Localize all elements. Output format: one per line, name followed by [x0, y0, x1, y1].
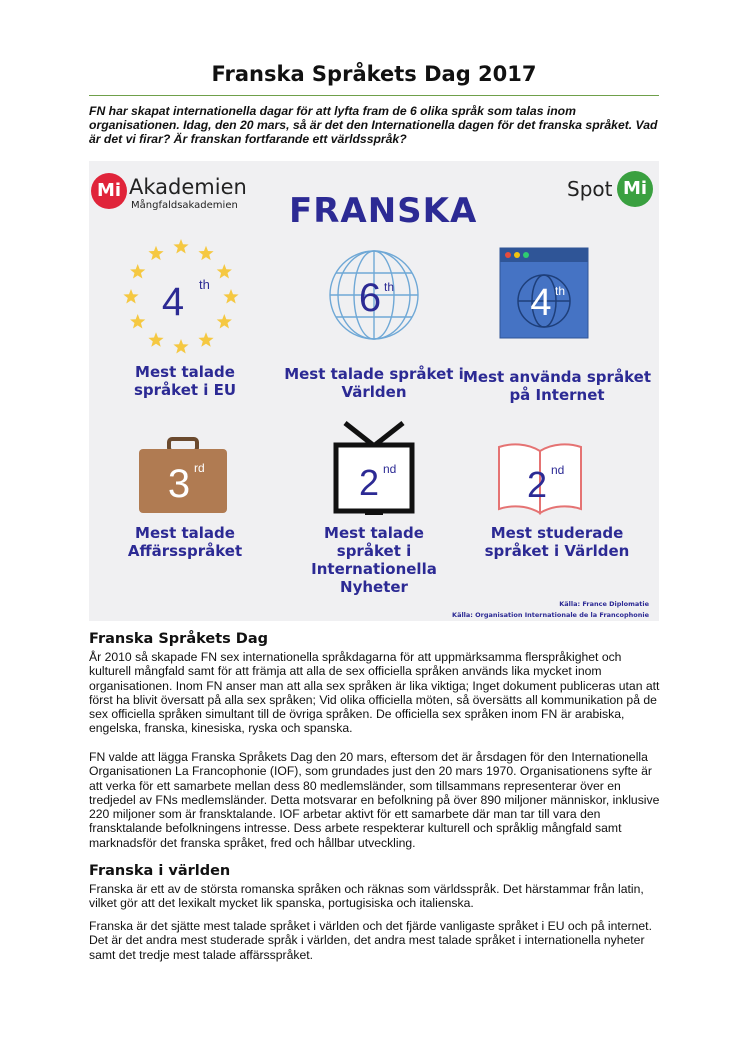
eu-star-icon [173, 339, 188, 353]
label-line: Internationella [311, 560, 437, 578]
rank-suffix: th [555, 284, 566, 298]
spotmi-logo-circle: Mi [617, 171, 653, 207]
eu-star-icon [198, 332, 213, 346]
mi-akademien-logo-name: Akademien [129, 175, 247, 199]
eu-star-icon [173, 239, 188, 253]
label-line: Mest studerade [490, 524, 624, 542]
label-line: Mest använda språket [463, 368, 651, 386]
spotmi-logo-name: Spot [567, 177, 613, 201]
browser-globe-icon [499, 247, 589, 339]
rank-number: 4 [161, 280, 185, 324]
book-icon [495, 439, 585, 517]
section-heading-franska-sprakets-dag: Franska Språkets Dag [89, 631, 268, 647]
mi-akademien-logo-subtitle: Mångfaldsakademien [131, 200, 238, 211]
label-line: språket i Världen [484, 542, 630, 560]
eu-star-icon [130, 264, 145, 278]
eu-star-icon [217, 314, 232, 328]
label-line: Nyheter [340, 578, 408, 596]
section-paragraph: FN valde att lägga Franska Språkets Dag den 20 mars, eftersom det är årsdagen för den Internationella Organisationen La Francophonie (IOF), som grundades just den 20 mars 1970. Organisationens syfte är att verka för ett samarbete mellan dess 80 medlemsländer, som tillsammans representerar över en tredjedel av FNs medlemsländer. Detta motsvarar en befolkning på över 890 miljoner människor, inklusive 220 miljoner som är fransktalande. IOF arbetar aktivt för ett samarbete där man tar till vara den fransktalande befolkningens intresse. Dess arbete respekterar kulturell och språklig mångfald samt marknadsför det franska språket, fred och hållbar utveckling. [89, 750, 660, 850]
rank-suffix: nd [383, 462, 397, 476]
briefcase-icon [137, 437, 229, 515]
label-line: Mest talade [324, 524, 424, 542]
infographic [89, 161, 659, 621]
intro-text: FN har skapat internationella dagar för att lyfta fram de 6 olika språk som talas inom organisationen. Idag, den 20 mars, så är det den Internationella dagen för det franska språket. Vad är det vi firar? Är franskan fortfarande ett världsspråk? [89, 104, 658, 146]
title-divider [89, 95, 659, 96]
stat-label-eu [95, 363, 275, 399]
mi-akademien-logo-circle: Mi [91, 173, 127, 209]
label-line: Mest talade [135, 524, 235, 542]
stat-label-news [284, 524, 464, 596]
rank-suffix: nd [551, 463, 565, 477]
eu-stars-icon [121, 239, 245, 357]
rank-number: 3 [167, 462, 191, 506]
infographic-heading: FRANSKA [289, 191, 478, 231]
eu-star-icon [223, 289, 238, 303]
eu-star-icon [148, 246, 163, 260]
page-title: Franska Språkets Dag 2017 [211, 62, 537, 86]
label-line: Världen [341, 383, 407, 401]
label-line: Affärsspråket [127, 542, 243, 560]
rank-number: 2 [358, 462, 380, 503]
rank-number: 4 [530, 282, 552, 324]
stat-label-business [95, 524, 275, 560]
eu-star-icon [123, 289, 138, 303]
label-line: språket i EU [133, 381, 237, 399]
section-heading-franska-i-varlden: Franska i världen [89, 863, 231, 879]
source-credit-1: Källa: France Diplomatie [559, 600, 649, 608]
eu-star-icon [217, 264, 232, 278]
eu-star-icon [148, 332, 163, 346]
rank-suffix: th [199, 277, 210, 292]
stat-label-world [274, 365, 474, 401]
section-paragraph: År 2010 så skapade FN sex internationella språkdagarna för att uppmärksamma flerspråkighet och kulturell mångfald samt för att främja att alla de sex officiella språken används lika mycket inom organisationen. Inom FN anser man att alla sex språken är lika viktiga; Inget dokument publiceras utan att först ha blivit översatt på alla sex språken; Vid olika officiella möten, så översätts all kommunikation på de sex officiella språken simultant till de övriga språken. De officiella sex språken inom FN är arabiska, engelska, franska, kinesiska, ryska och spanska. [89, 650, 660, 736]
label-line: Mest talade språket i [284, 365, 464, 383]
section-paragraph: Franska är det sjätte mest talade språket i världen och det fjärde vanligaste språket i EU och på internet. Det är det andra mest studerade språk i världen, det andra mest talade språket i internationella nyheter samt det tredje mest talade affärsspråket. [89, 919, 652, 962]
label-line: språket i [336, 542, 412, 560]
eu-star-icon [198, 246, 213, 260]
rank-number: 2 [526, 464, 548, 505]
source-credit-2: Källa: Organisation Internationale de la Francophonie [452, 611, 649, 619]
section-paragraph: Franska är ett av de största romanska språken och räknas som världsspråk. Det härstammar från latin, vilket gör att det lexikalt mycket lik spanska, portugisiska och italienska. [89, 882, 644, 911]
eu-star-icon [130, 314, 145, 328]
rank-suffix: rd [194, 461, 205, 475]
stat-label-studied [459, 524, 655, 560]
stat-label-internet [459, 368, 655, 404]
label-line: Mest talade [135, 363, 235, 381]
tv-icon [333, 419, 415, 515]
globe-icon [326, 247, 422, 343]
label-line: på Internet [509, 386, 605, 404]
rank-suffix: th [384, 280, 395, 294]
rank-number: 6 [358, 276, 382, 320]
